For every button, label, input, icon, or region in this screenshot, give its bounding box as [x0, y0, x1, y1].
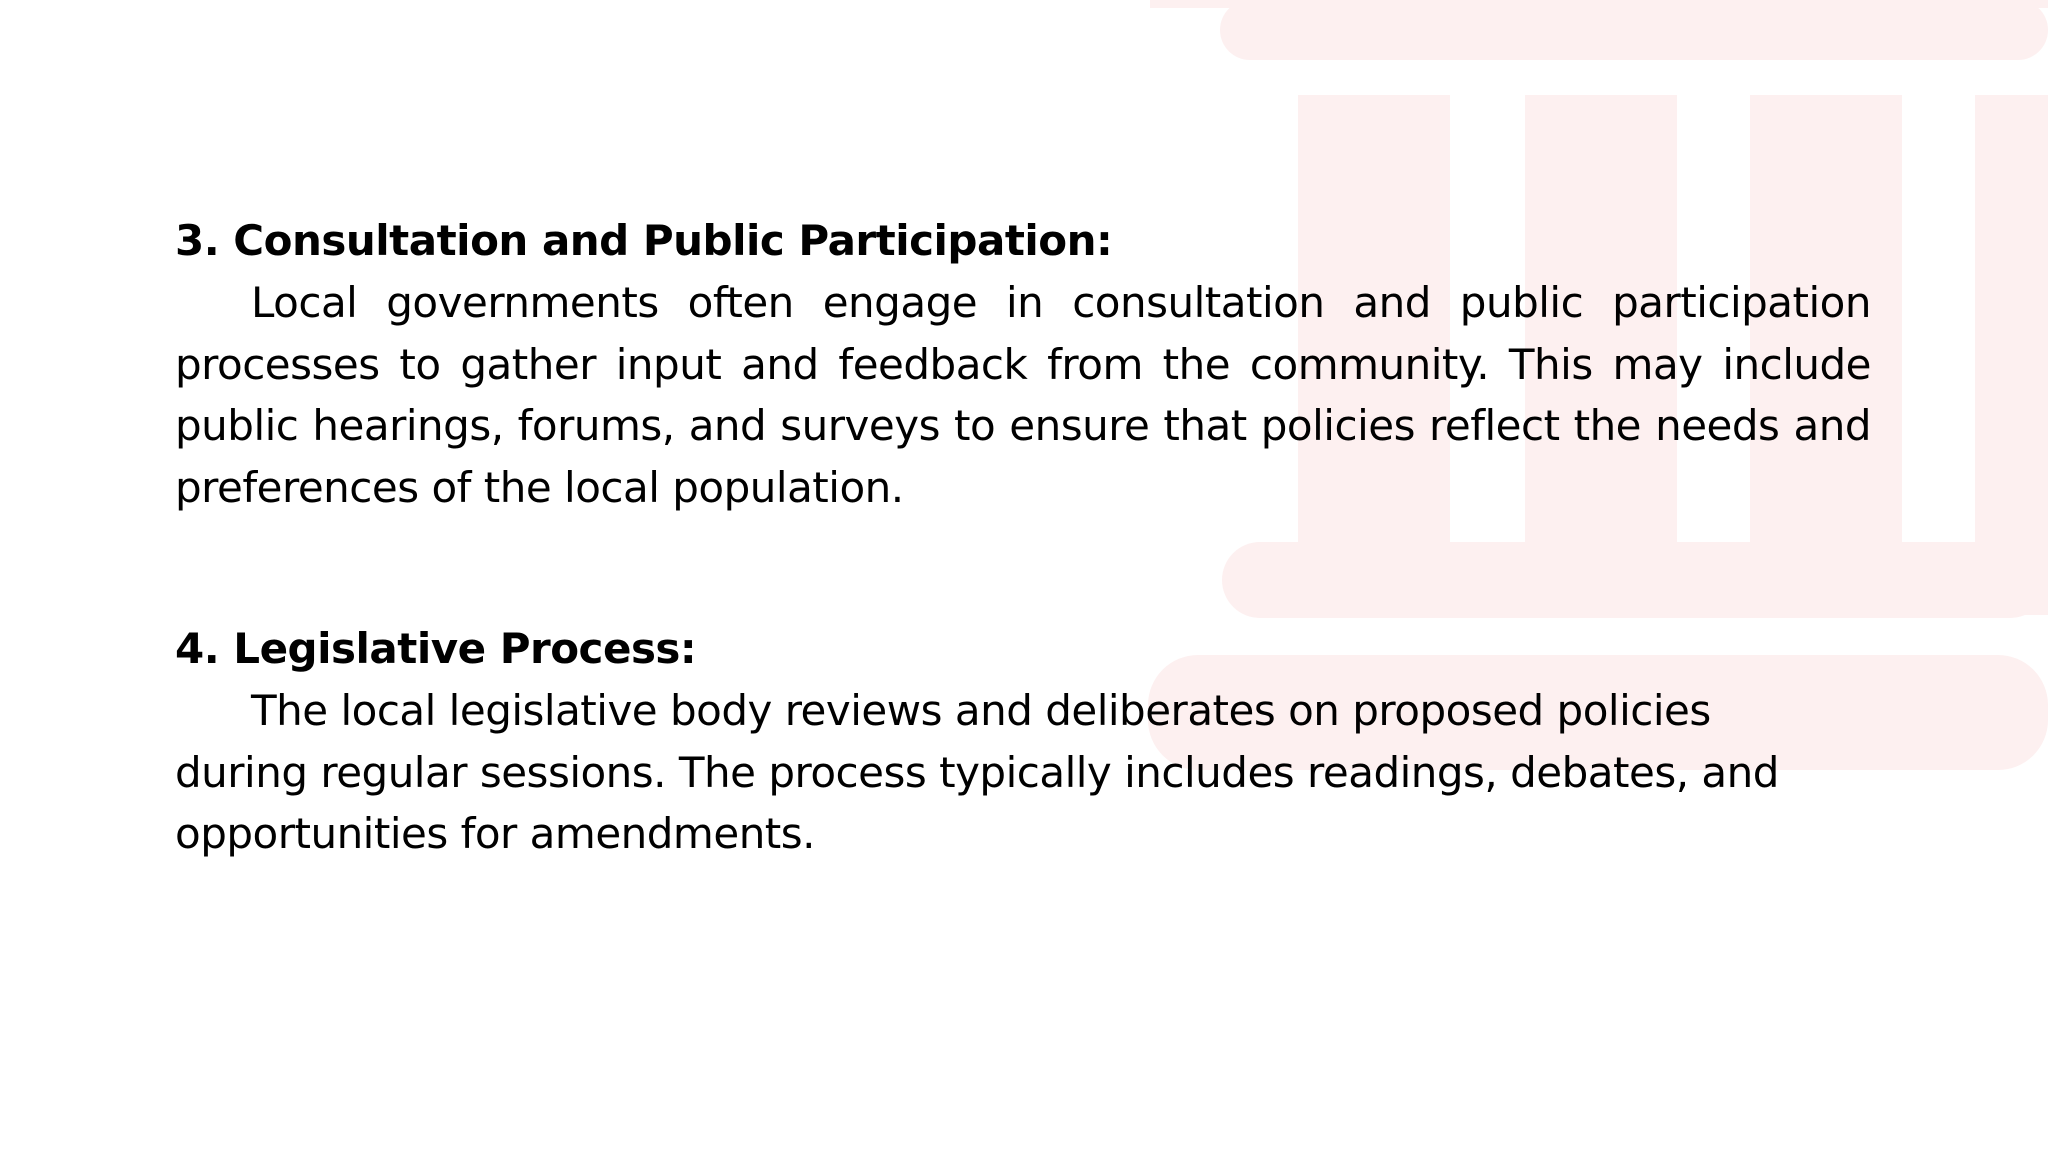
section-consultation	[175, 210, 1871, 518]
slide-content	[175, 210, 1871, 865]
section-body: Local governments often engage in consultation and public participation processes to gather input and feedback from the community. This may include public hearings, forums, and surveys to ensure that policies reflect the needs and preferences of the local population.	[175, 278, 1871, 512]
section-heading: 3. Consultation and Public Participation:	[175, 216, 1113, 265]
section-legislative	[175, 618, 1871, 865]
section-body: The local legislative body reviews and deliberates on proposed policies during regular sessions. The process typically includes readings, debates, and opportunities for amendments.	[175, 686, 1779, 858]
section-heading: 4. Legislative Process:	[175, 624, 697, 673]
